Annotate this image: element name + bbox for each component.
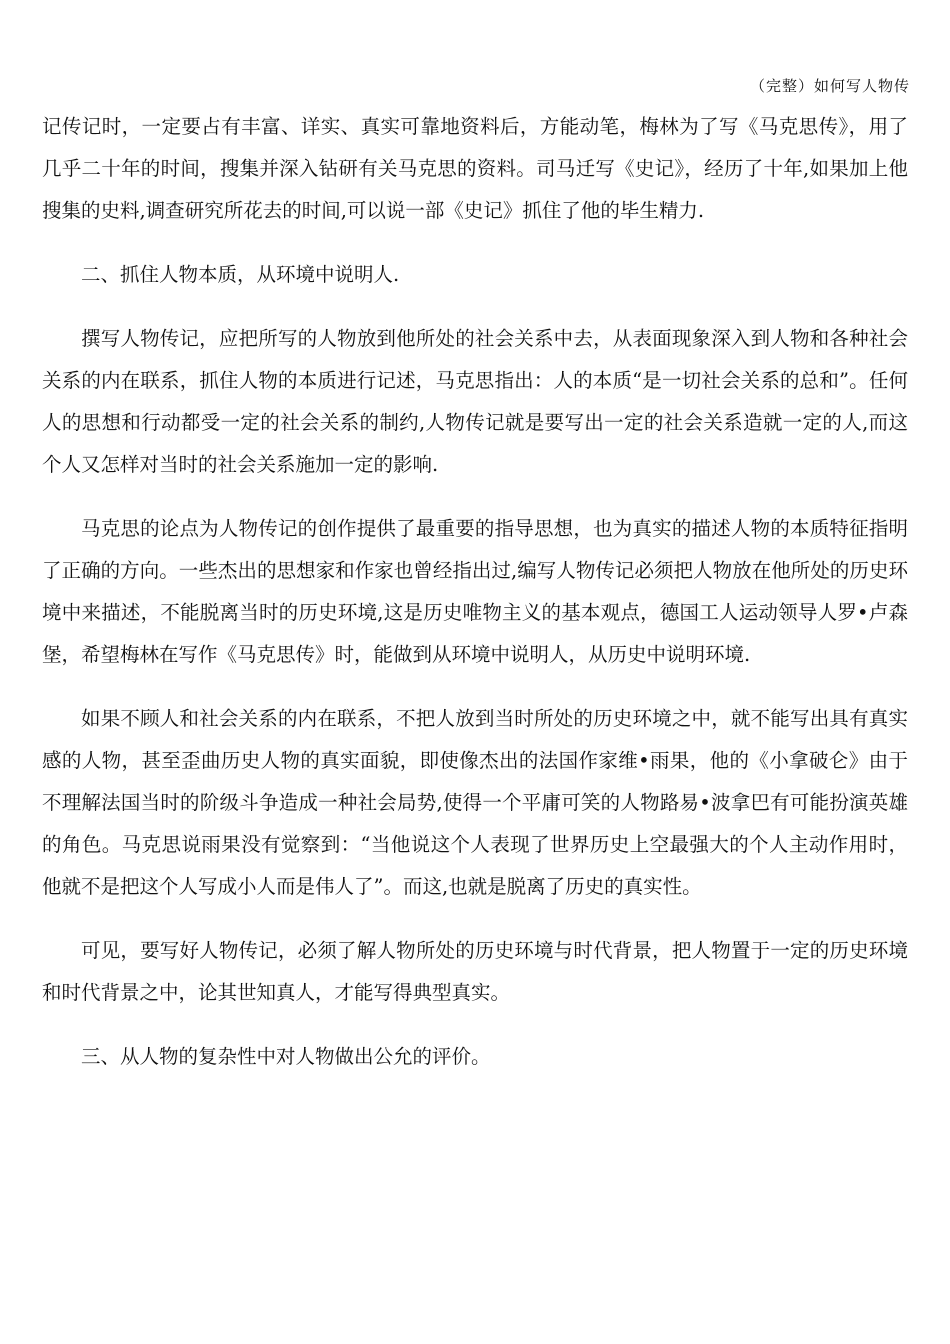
paragraph-continuation: 记传记时，一定要占有丰富、详实、真实可靠地资料后，方能动笔，梅林为了写《马克思传》，用了几乎二十年的时间，搜集并深入钻研有关马克思的资料。司马迁写《史记》，经历了十年,如果加上他搜集的史料,调查研究所花去的时间,可以说一部《史记》抓住了他的毕生精力.	[42, 115, 908, 222]
section-heading-2: 二、抓住人物本质，从环境中说明人.	[81, 263, 400, 286]
paragraph-conclusion: 可见，要写好人物传记，必须了解人物所处的历史环境与时代背景，把人物置于一定的历史环境和时代背景之中，论其世知真人，才能写得典型真实。	[42, 939, 908, 1004]
paragraph-social-relations: 撰写人物传记，应把所写的人物放到他所处的社会关系中去，从表面现象深入到人物和各种社会关系的内在联系，抓住人物的本质进行记述，马克思指出：人的本质“是一切社会关系的总和”。任何人的思想和行动都受一定的社会关系的制约,人物传记就是要写出一定的社会关系造就一定的人,而这个人又怎样对当时的社会关系施加一定的影响.	[42, 327, 908, 476]
section-heading-3: 三、从人物的复杂性中对人物做出公允的评价。	[81, 1045, 491, 1068]
paragraph-marx-viewpoint: 马克思的论点为人物传记的创作提供了最重要的指导思想，也为真实的描述人物的本质特征指明了正确的方向。一些杰出的思想家和作家也曾经指出过,编写人物传记必须把人物放在他所处的历史环境中来描述，不能脱离当时的历史环境,这是历史唯物主义的基本观点，德国工人运动领导人罗•卢森堡，希望梅林在写作《马克思传》时，能做到从环境中说明人，从历史中说明环境.	[42, 517, 908, 666]
running-header-title: （完整）如何写人物传	[749, 77, 910, 95]
paragraph-hugo-example: 如果不顾人和社会关系的内在联系，不把人放到当时所处的历史环境之中，就不能写出具有真实感的人物，甚至歪曲历史人物的真实面貌，即使像杰出的法国作家维•雨果，他的《小拿破仑》由于不理解法国当时的阶级斗争造成一种社会局势,使得一个平庸可笑的人物路易•波拿巴有可能扮演英雄的角色。马克思说雨果没有觉察到：“当他说这个人表现了世界历史上空最强大的个人主动作用时，他就不是把这个人写成小人而是伟人了”。而这,也就是脱离了历史的真实性。	[42, 707, 908, 898]
document-body	[42, 106, 908, 1100]
